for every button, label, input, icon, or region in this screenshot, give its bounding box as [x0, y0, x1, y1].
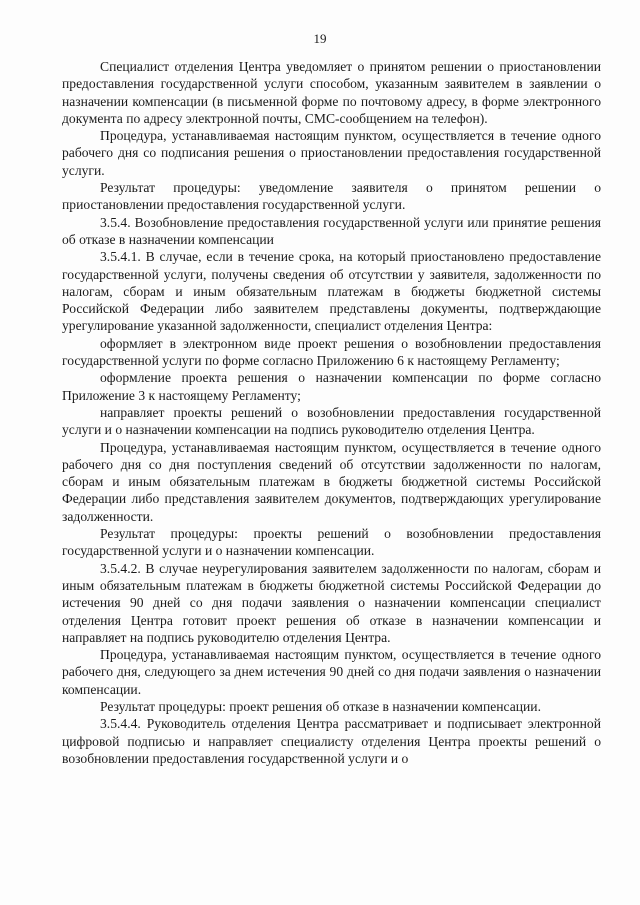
paragraph-3-5-4-4: 3.5.4.4. Руководитель отделения Центра рассматривает и подписывает электронной цифровой подписью и направляет специалисту отделения Центра проекты решений о возобновлении предоставления государственной услуги и о — [62, 716, 601, 766]
paragraph-procedure-result-2: Результат процедуры: проекты решений о возобновлении предоставления государственной услуги и о назначении компенсации. — [62, 526, 601, 559]
list-item-send-for-signature: направляет проекты решений о возобновлении предоставления государственной услуги и о назначении компенсации на подпись руководителю отделения Центра. — [62, 404, 601, 438]
paragraph-procedure-term: Процедура, устанавливаемая настоящим пунктом, осуществляется в течение одного рабочего дня со подписания решения о приостановлении предоставления государственной услуги. — [62, 128, 601, 178]
page-number: 19 — [313, 31, 327, 46]
paragraph-procedure-term-3: Процедура, устанавливаемая настоящим пунктом, осуществляется в течение одного рабочего дня, следующего за днем истечения 90 дней со дня подачи заявления о назначении компенсации. — [62, 647, 601, 697]
paragraph-notification: Специалист отделения Центра уведомляет о принятом решении о приостановлении предоставления государственной услуги способом, указанным заявителем в заявлении о назначении компенсации (в письменной форме по почтовому адресу, в форме электронного документа по адресу электронной почты, СМС-сообщением на телефон). — [62, 59, 601, 126]
paragraph-procedure-term-2: Процедура, устанавливаемая настоящим пунктом, осуществляется в течение одного рабочего дня со дня поступления сведений об отсутствии задолженности по налогам, сборам и иным обязательным платежам в бюджеты бюджетной системы Российской Федерации либо представления заявителем документов, подтверждающих урегулирование задолженности. — [62, 439, 601, 524]
list-item-draft-resumption: оформляет в электронном виде проект решения о возобновлении предоставления государственной услуги по форме согласно Приложению 6 к настоящему Регламенту; — [62, 335, 601, 369]
list-item-draft-assignment: оформление проекта решения о назначении компенсации по форме согласно Приложение 3 к настоящему Регламенту; — [62, 370, 601, 403]
paragraph-3-5-4-1: 3.5.4.1. В случае, если в течение срока, на который приостановлено предоставление государственной услуги, получены сведения об отсутствии у заявителя, задолженности по налогам, сборам и иным обязательным платежам в бюджеты бюджетной системы Российской Федерации либо заявителем представлены документы, подтверждающие урегулирование указанной задолженности, специалист отделения Центра: — [62, 249, 601, 334]
paragraph-procedure-result-3: Результат процедуры: проект решения об отказе в назначении компенсации. — [100, 698, 541, 714]
section-heading-3-5-4: 3.5.4. Возобновление предоставления государственной услуги или принятие решения об отказе в назначении компенсации — [62, 214, 601, 247]
paragraph-procedure-result: Результат процедуры: уведомление заявителя о принятом решении о приостановлении предоставления государственной услуги. — [62, 180, 601, 213]
document-body — [62, 58, 601, 767]
paragraph-3-5-4-2: 3.5.4.2. В случае неурегулирования заявителем задолженности по налогам, сборам и иным обязательным платежам в бюджеты бюджетной системы Российской Федерации до истечения 90 дней со дня подачи заявления о назначении компенсации специалист отделения Центра готовит проект решения об отказе в назначении компенсации и направляет на подпись руководителю отделения Центра. — [62, 560, 601, 645]
